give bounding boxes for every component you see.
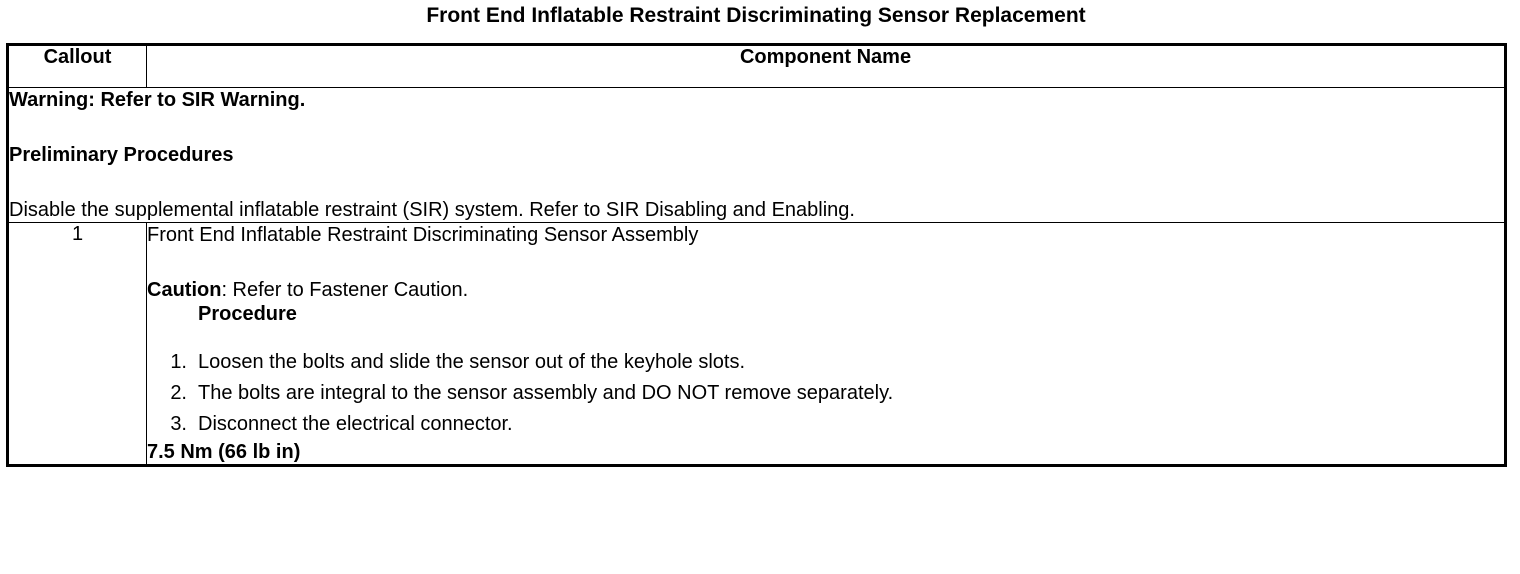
procedure-steps	[147, 347, 1504, 440]
preliminary-heading: Preliminary Procedures	[9, 144, 234, 166]
callout-column-header: Callout	[8, 45, 147, 88]
disable-instruction: Disable the supplemental inflatable restraint (SIR) system. Refer to SIR Disabling and Enabling.	[9, 199, 855, 221]
step-text: The bolts are integral to the sensor assembly and DO NOT remove separately.	[198, 382, 894, 404]
procedure-heading: Procedure	[198, 303, 297, 325]
caution-text: : Refer to Fastener Caution.	[221, 279, 469, 301]
step-text: Disconnect the electrical connector.	[198, 413, 513, 435]
table-header-row	[8, 45, 1506, 88]
component-name-column-header: Component Name	[147, 45, 1506, 88]
preliminary-cell	[8, 88, 1506, 223]
list-item	[147, 347, 1504, 378]
step-number: 1.	[170, 351, 187, 373]
warning-link-text: : Refer to SIR Warning.	[88, 89, 306, 111]
preliminary-row	[8, 88, 1506, 223]
caution-label: Caution	[147, 279, 222, 301]
caution-line	[147, 278, 1504, 302]
step-number: 3.	[170, 413, 187, 435]
component-cell	[147, 223, 1506, 466]
table-row	[8, 223, 1506, 466]
page-title: Front End Inflatable Restraint Discriminating Sensor Replacement	[426, 4, 1086, 27]
list-item	[147, 378, 1504, 409]
warning-line	[9, 88, 1504, 112]
step-text: Loosen the bolts and slide the sensor out of the keyhole slots.	[198, 351, 746, 373]
component-name: Front End Inflatable Restraint Discriminating Sensor Assembly	[147, 224, 699, 246]
step-number: 2.	[170, 382, 187, 404]
warning-label: Warning	[9, 89, 89, 111]
list-item	[147, 409, 1504, 440]
procedure-table	[6, 43, 1507, 467]
torque-spec: 7.5 Nm (66 lb in)	[147, 441, 301, 463]
callout-number: 1	[8, 223, 147, 466]
